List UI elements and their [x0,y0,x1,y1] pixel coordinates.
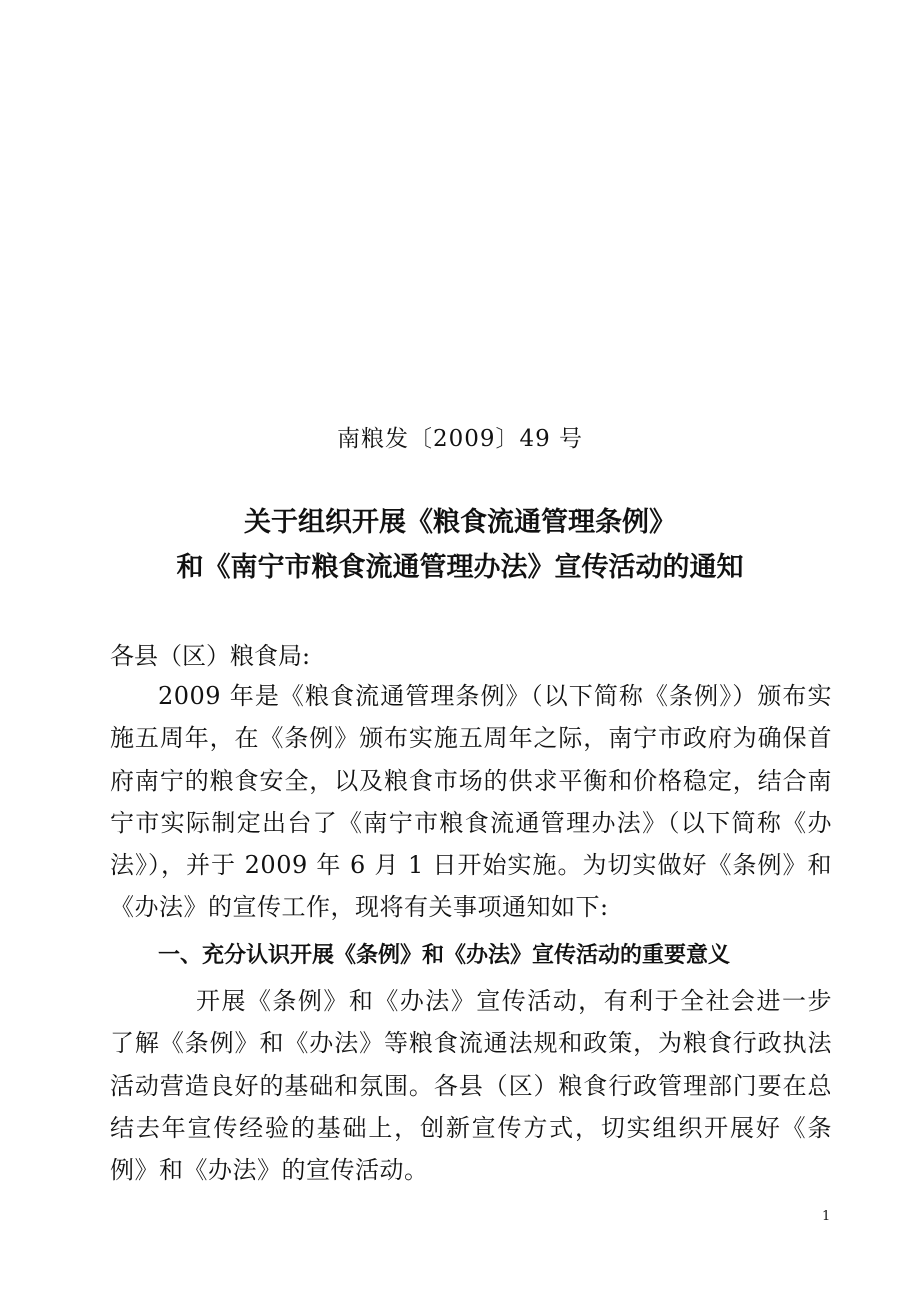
title-line-2: 和《南宁市粮食流通管理办法》宣传活动的通知 [176,552,744,583]
paragraph-section-1: 开展《条例》和《办法》宣传活动，有利于全社会进一步了解《条例》和《办法》等粮食流通法规和政策，为粮食行政执法活动营造良好的基础和氛围。各县（区）粮食行政管理部门要在总结去年宣传经验的基础上，创新宣传方式，切实组织开展好《条例》和《办法》的宣传活动。 [110,987,832,1185]
title-line-1: 关于组织开展《粮食流通管理条例》 [244,507,676,538]
salutation: 各县（区）粮食局: [110,642,311,670]
document-number: 南粮发〔2009〕49 号 [336,426,584,452]
paragraph-intro: 2009 年是《粮食流通管理条例》（以下简称《条例》）颁布实施五周年，在《条例》颁布实施五周年之际，南宁市政府为确保首府南宁的粮食安全，以及粮食市场的供求平衡和价格稳定，结合南宁市实际制定出台了《南宁市粮食流通管理办法》（以下简称《办法》），并于 2009 年 6 月 1 日开始实施。为切实做好《条例》和《办法》的宣传工作，现将有关事项通知如下: [110,682,832,922]
section-heading-1: 一、充分认识开展《条例》和《办法》宣传活动的重要意义 [158,943,731,968]
page-number: 1 [822,1209,831,1224]
